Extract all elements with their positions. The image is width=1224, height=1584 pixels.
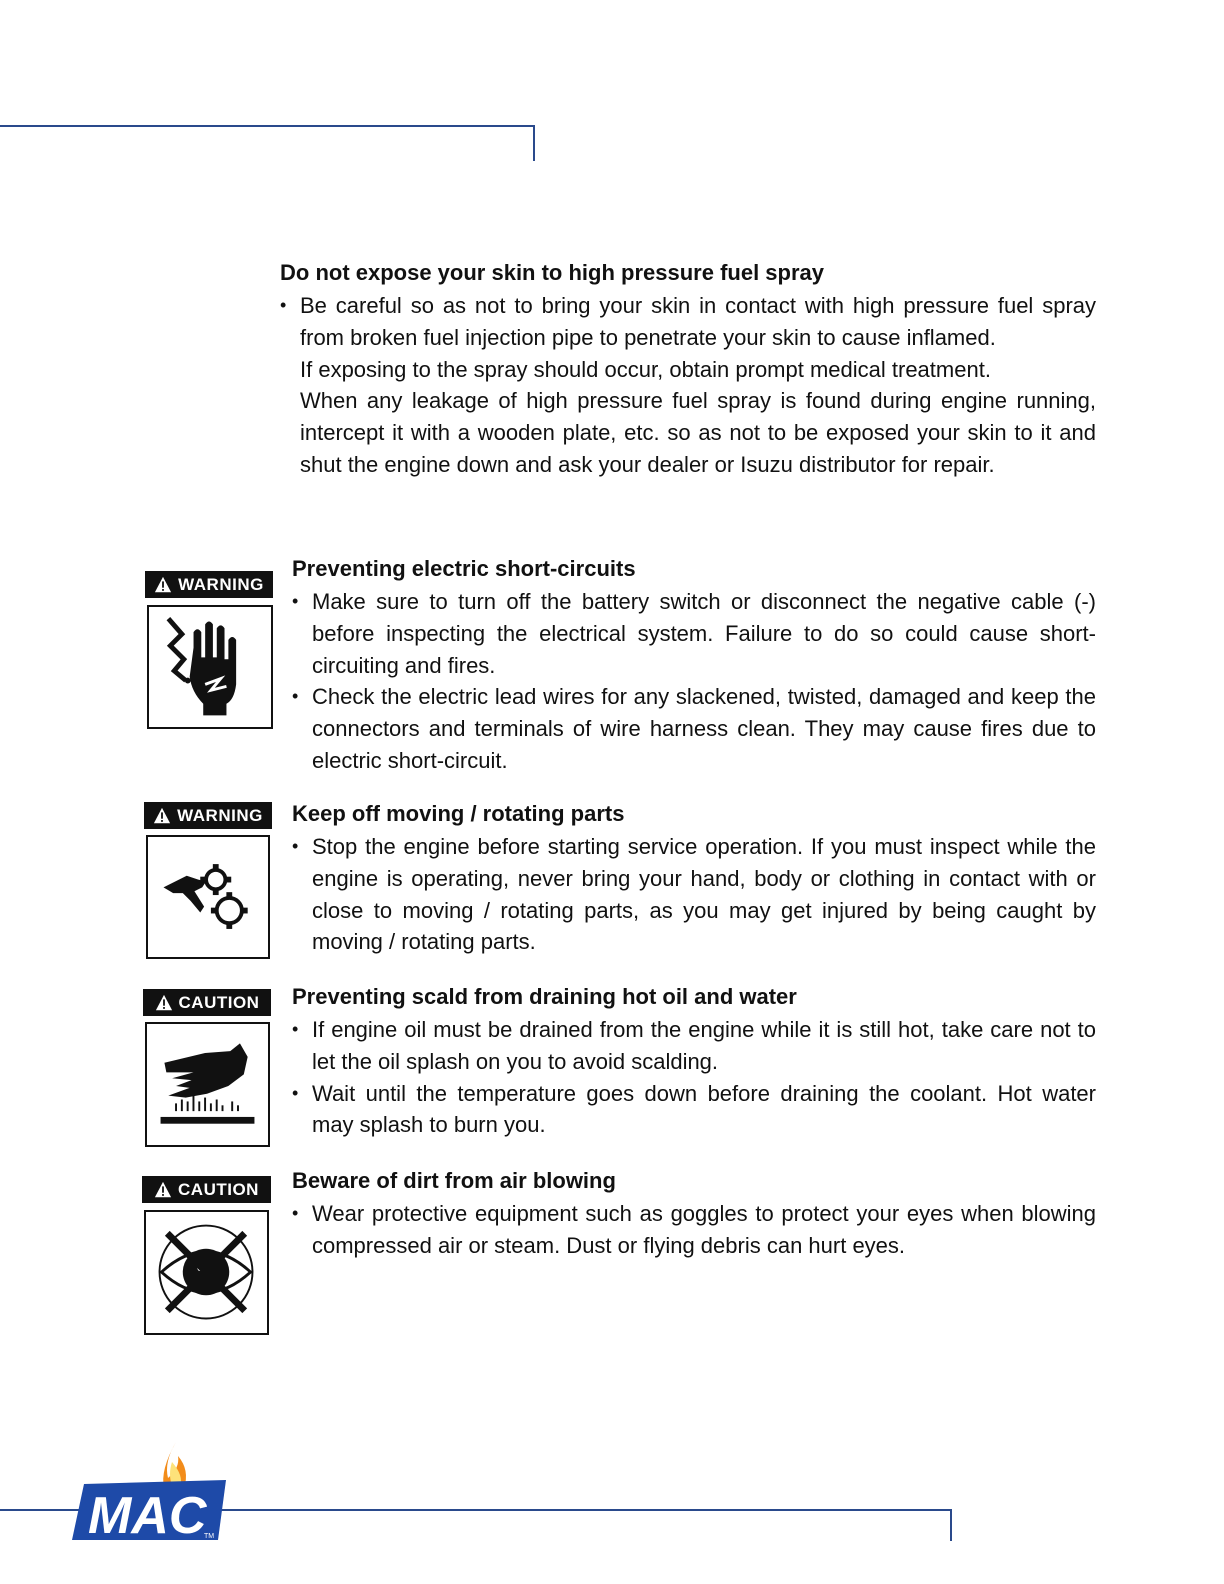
alert-triangle-icon: [154, 1181, 172, 1199]
section-heading: Beware of dirt from air blowing: [292, 1168, 616, 1193]
bottom-rule-tick: [950, 1509, 952, 1541]
bullet-list: [292, 586, 1096, 777]
top-rule: [0, 125, 534, 127]
paragraph: If exposing to the spray should occur, obtain prompt medical treatment.: [300, 356, 991, 382]
bullet-item: • Check the electric lead wires for any slackened, twisted, damaged and keep the connectors and terminals of wire harness clean. They may cause fires due to electric short-circuit.: [292, 681, 1096, 776]
bullet-item: • Be careful so as not to bring your skin in contact with high pressure fuel spray from broken fuel injection pipe to penetrate your skin to cause inflamed.: [280, 290, 1096, 354]
badge-label: WARNING: [178, 575, 264, 594]
bullet-item: • If engine oil must be drained from the engine while it is still hot, take care not to let the oil splash on you to avoid scalding.: [292, 1014, 1096, 1078]
section-heading: Keep off moving / rotating parts: [292, 801, 625, 826]
section-heading: Preventing electric short-circuits: [292, 556, 636, 581]
section-air-blowing: [292, 1166, 1096, 1262]
warning-badge: [145, 571, 273, 598]
bullet-item: • Make sure to turn off the battery switch or disconnect the negative cable (-) before inspecting the electrical system. Failure to do so could cause short-circuiting and fires.: [292, 586, 1096, 681]
badge-label: WARNING: [177, 806, 263, 825]
alert-triangle-icon: [155, 994, 173, 1012]
bullet-list: [292, 1198, 1096, 1262]
eye-protection-icon: [146, 1212, 267, 1333]
alert-triangle-icon: [153, 807, 171, 825]
bullet-list: [292, 831, 1096, 958]
section-fuel-spray: [280, 258, 1096, 481]
caution-badge: [143, 989, 271, 1016]
rotating-gears-hand-icon: [148, 837, 268, 957]
bullet-list: [292, 1014, 1096, 1141]
bullet-item: • Wear protective equipment such as goggles to protect your eyes when blowing compressed air or steam. Dust or flying debris can hurt eyes.: [292, 1198, 1096, 1262]
warning-badge: [144, 802, 272, 829]
section-heading: Do not expose your skin to high pressure fuel spray: [280, 260, 825, 285]
paragraph: When any leakage of high pressure fuel spray is found during engine running, intercept it with a wooden plate, etc. so as not to be exposed your skin to it and shut the engine down and ask your dealer or Isuzu distributor for repair.: [300, 388, 1096, 477]
badge-label: CAUTION: [178, 993, 260, 1012]
section-heading: Preventing scald from draining hot oil and water: [292, 984, 797, 1009]
alert-triangle-icon: [154, 576, 172, 594]
mac-logo-icon: [68, 1440, 232, 1542]
rotating-parts-pictogram: [146, 835, 270, 959]
top-rule-tick: [533, 125, 535, 161]
bullet-item: • Stop the engine before starting service operation. If you must inspect while the engine is operating, never bring your hand, body or clothing in contact with or close to moving / rotating parts, as you may get injured by being caught by moving / rotating parts.: [292, 831, 1096, 958]
section-short-circuits: [292, 554, 1096, 777]
bullet-list: [280, 290, 1096, 354]
hot-surface-hand-icon: [147, 1024, 268, 1145]
electric-shock-hand-icon: [149, 607, 271, 727]
logo-text: MAC: [88, 1487, 207, 1542]
electric-shock-pictogram: [147, 605, 273, 729]
mac-logo: [68, 1440, 232, 1542]
hot-surface-pictogram: [145, 1022, 270, 1147]
section-rotating-parts: [292, 799, 1096, 958]
logo-trademark: TM: [204, 1533, 215, 1540]
eye-protection-pictogram: [144, 1210, 269, 1335]
caution-badge: [142, 1176, 271, 1203]
bullet-item: • Wait until the temperature goes down before draining the coolant. Hot water may splash to burn you.: [292, 1078, 1096, 1142]
section-hot-oil: [292, 982, 1096, 1141]
badge-label: CAUTION: [178, 1180, 259, 1199]
